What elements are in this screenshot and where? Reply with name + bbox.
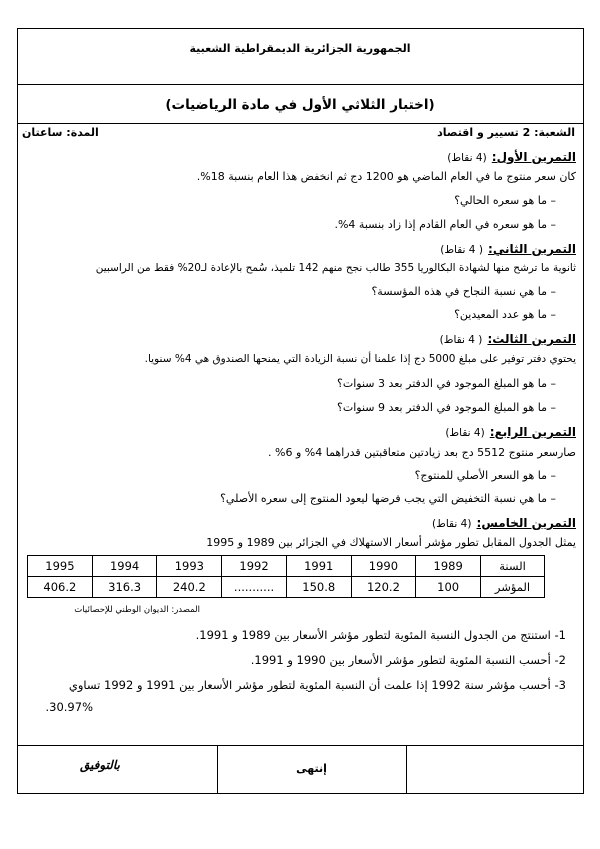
exercise-5-statement: يمثل الجدول المقابل تطور مؤشر أسعار الاستهلاك في الجزائر بين 1989 و 1995 bbox=[206, 536, 576, 549]
table-cell: 1992 bbox=[222, 556, 287, 577]
exercise-1-heading bbox=[447, 146, 576, 165]
exercise-5-question-3-continued: 30.97%. bbox=[45, 700, 93, 714]
table-cell: 316.3 bbox=[92, 577, 157, 598]
good-luck-label: بالتوفيق bbox=[80, 758, 120, 772]
exercise-1-question-2: – ما هو سعره في العام القادم إذا زاد بنسبة 4%. bbox=[334, 218, 556, 231]
exercise-4-title: التمرين الرابع: bbox=[489, 425, 576, 439]
exercise-1-title: التمرين الأول: bbox=[491, 150, 576, 164]
table-cell: 150.8 bbox=[286, 577, 351, 598]
table-row-label: السنة bbox=[481, 556, 545, 577]
exercise-2-question-2: – ما هو عدد المعيدين؟ bbox=[454, 308, 556, 321]
exercise-2-points: ( 4 نقاط) bbox=[440, 244, 483, 256]
table-source: المصدر: الديوان الوطني للإحصائيات bbox=[74, 605, 200, 615]
table-cell: 1995 bbox=[28, 556, 93, 577]
exercise-4-points: (4 نقاط) bbox=[445, 427, 485, 439]
exercise-4-heading bbox=[445, 421, 576, 440]
exercise-2-title: التمرين الثاني: bbox=[488, 242, 576, 256]
table-row bbox=[28, 556, 545, 577]
header-divider bbox=[17, 84, 584, 85]
footer-divider bbox=[17, 745, 584, 746]
table-cell: 406.2 bbox=[28, 577, 93, 598]
table-row bbox=[28, 577, 545, 598]
exercise-2-question-1: – ما هي نسبة النجاح في هذه المؤسسة؟ bbox=[371, 285, 556, 298]
republic-header: الجمهورية الجزائرية الديمقراطية الشعبية bbox=[189, 42, 411, 55]
exercise-2-heading bbox=[440, 238, 576, 257]
exercise-1-statement: كان سعر منتوج ما في العام الماضي هو 1200 دج ثم انخفض هذا العام بنسبة 18%. bbox=[196, 170, 576, 183]
branch-label: الشعبة: 2 تسيير و اقتصاد bbox=[437, 126, 575, 139]
exercise-4-statement: صارسعر منتوج 5512 دج بعد زيادتين متعاقبتين قدراهما 4% و 6% . bbox=[268, 446, 576, 459]
exercise-4-question-1: – ما هو السعر الأصلي للمنتوج؟ bbox=[414, 469, 556, 482]
table-cell: 1993 bbox=[157, 556, 222, 577]
footer-column-divider-right bbox=[406, 745, 407, 794]
exercise-3-question-2: – ما هو المبلغ الموجود في الدفتر بعد 9 سنوات؟ bbox=[337, 401, 556, 414]
table-cell: 1994 bbox=[92, 556, 157, 577]
title-divider bbox=[17, 123, 584, 124]
table-row-label: المؤشر bbox=[481, 577, 545, 598]
table-cell: 1990 bbox=[351, 556, 416, 577]
exercise-1-points: (4 نقاط) bbox=[447, 152, 487, 164]
price-index-table bbox=[27, 555, 545, 598]
exercise-3-points: ( 4 نقاط) bbox=[439, 334, 483, 346]
table-cell: 120.2 bbox=[351, 577, 416, 598]
table-cell: ........... bbox=[222, 577, 287, 598]
exercise-3-question-1: – ما هو المبلغ الموجود في الدفتر بعد 3 سنوات؟ bbox=[337, 377, 556, 390]
exercise-3-statement: يحتوي دفتر توفير على مبلغ 5000 دج إذا علمنا أن نسبة الزيادة التي يمنحها الصندوق هي 4% سنويا. bbox=[144, 353, 576, 365]
table-cell: 100 bbox=[416, 577, 481, 598]
exercise-1-question-1: – ما هو سعره الحالي؟ bbox=[454, 194, 556, 207]
exercise-5-question-2: 2- أحسب النسبة المئوية لتطور مؤشر الأسعار بين 1990 و 1991. bbox=[250, 653, 566, 667]
exercise-2-statement: ثانوية ما ترشح منها لشهادة البكالوريا 355 طالب نجح منهم 142 تلميذ، سُمح بالإعادة لـ20% فقط من الراسبين bbox=[95, 262, 576, 274]
exercise-5-points: (4 نقاط) bbox=[432, 518, 472, 530]
exercise-5-question-3: 3- أحسب مؤشر سنة 1992 إذا علمت أن النسبة المئوية لتطور مؤشر الأسعار بين 1991 و 1992 تساوي bbox=[68, 678, 566, 692]
exercise-5-heading bbox=[432, 512, 576, 531]
exercise-3-title: التمرين الثالث: bbox=[487, 332, 576, 346]
exam-title: (اختبار الثلاثي الأول في مادة الرياضيات) bbox=[165, 97, 435, 113]
end-label: إنتهى bbox=[296, 762, 327, 775]
exercise-5-title: التمرين الخامس: bbox=[476, 516, 576, 530]
exercise-4-question-2: – ما هي نسبة التخفيض التي يجب فرضها ليعود المنتوج إلى سعره الأصلي؟ bbox=[220, 492, 556, 505]
exercise-5-question-1: 1- استنتج من الجدول النسبة المئوية لتطور مؤشر الأسعار بين 1989 و 1991. bbox=[195, 628, 566, 642]
table-cell: 240.2 bbox=[157, 577, 222, 598]
table-cell: 1991 bbox=[286, 556, 351, 577]
exercise-3-heading bbox=[440, 328, 576, 347]
table-cell: 1989 bbox=[416, 556, 481, 577]
duration-label: المدة: ساعتان bbox=[22, 126, 99, 139]
